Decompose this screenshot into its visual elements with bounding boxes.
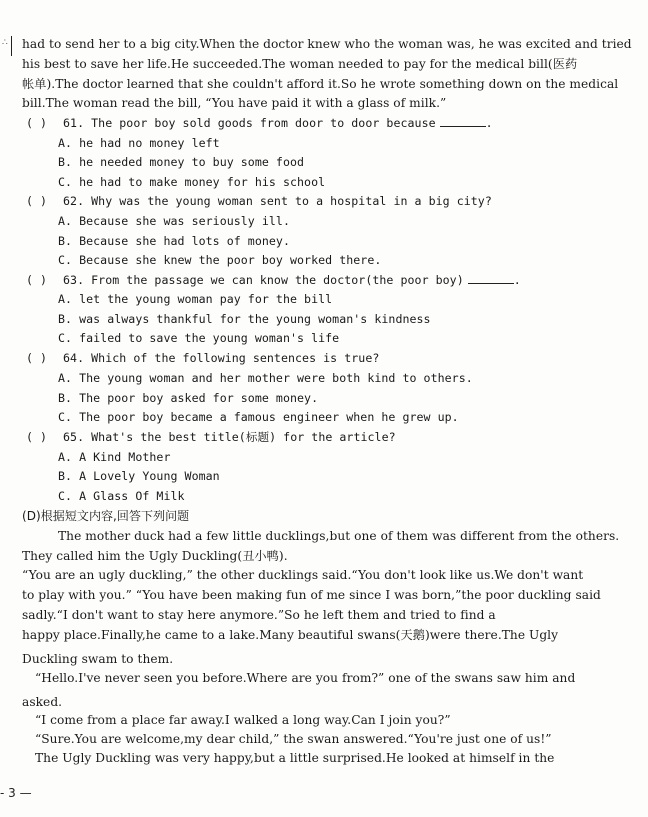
page-number: - 3 — xyxy=(0,786,32,800)
option-b: B. The poor boy asked for some money. xyxy=(58,391,319,405)
passage-c-line: bill.The woman read the bill, “You have paid it with a glass of milk.” xyxy=(22,96,447,110)
option-b: B. Because she had lots of money. xyxy=(58,234,290,248)
option-c: C. Because she knew the poor boy worked there. xyxy=(58,253,382,267)
option-a: A. The young woman and her mother were both kind to others. xyxy=(58,371,473,385)
passage-d-line: “Hello.I've never seen you before.Where are you from?” one of the swans saw him and xyxy=(35,671,576,685)
option-a: A. Because she was seriously ill. xyxy=(58,214,290,228)
binding-rule xyxy=(11,36,12,56)
question-stem: What's the best title(标题) for the article? xyxy=(91,430,396,444)
answer-paren[interactable]: ( ) xyxy=(26,351,48,365)
margin-mark: ∴ xyxy=(2,38,8,48)
passage-c-line: 帐单).The doctor learned that she couldn't afford it.So he wrote something down on the medical xyxy=(22,77,619,91)
passage-d-line: “You are an ugly duckling,” the other ducklings said.“You don't look like us.We don't want xyxy=(22,568,584,582)
option-a: A. A Kind Mother xyxy=(58,450,171,464)
question-stem: The poor boy sold goods from door to door because xyxy=(91,116,436,130)
section-d-heading: (D)根据短文内容,回答下列问题 xyxy=(22,509,190,523)
option-c: C. The poor boy became a famous engineer when he grew up. xyxy=(58,410,459,424)
question-number: 63. xyxy=(63,273,85,287)
passage-d-line: They called him the Ugly Duckling(丑小鸭). xyxy=(22,549,288,563)
passage-d-line: asked. xyxy=(22,695,63,709)
question-number: 64. xyxy=(63,351,85,365)
passage-d-line: Duckling swam to them. xyxy=(22,652,174,666)
question-stem: From the passage we can know the doctor(the poor boy) xyxy=(91,273,464,287)
question-65 xyxy=(26,429,396,445)
question-63: ( ) 63. From the passage we can know the doctor(the poor boy) . xyxy=(26,273,521,287)
answer-paren[interactable]: ( ) xyxy=(26,194,48,208)
option-a: A. he had no money left xyxy=(58,136,220,150)
option-a: A. let the young woman pay for the bill xyxy=(58,292,333,306)
question-62 xyxy=(26,193,492,209)
question-61: ( ) 61. The poor boy sold goods from door to door because . xyxy=(26,116,493,130)
passage-c-line: had to send her to a big city.When the doctor knew who the woman was, he was excited and tried xyxy=(22,37,632,51)
passage-d-line: The Ugly Duckling was very happy,but a little surprised.He looked at himself in the xyxy=(35,751,555,765)
option-b: B. was always thankful for the young woman's kindness xyxy=(58,312,431,326)
question-number: 65. xyxy=(63,430,85,444)
option-b: B. A Lovely Young Woman xyxy=(58,469,220,483)
answer-paren[interactable]: ( ) xyxy=(26,273,48,287)
question-number: 62. xyxy=(63,194,85,208)
answer-blank[interactable] xyxy=(468,273,514,284)
question-64 xyxy=(26,350,379,366)
passage-c-line: his best to save her life.He succeeded.The woman needed to pay for the medical bill(医药 xyxy=(22,57,578,71)
question-stem: Which of the following sentences is true? xyxy=(91,351,380,365)
question-stem: Why was the young woman sent to a hospital in a big city? xyxy=(91,194,492,208)
option-c: C. he had to make money for his school xyxy=(58,175,326,189)
answer-paren[interactable]: ( ) xyxy=(26,116,48,130)
option-b: B. he needed money to buy some food xyxy=(58,155,305,169)
passage-d-line: sadly.“I don't want to stay here anymore.”So he left them and tried to find a xyxy=(22,608,496,622)
passage-d-line: “Sure.You are welcome,my dear child,” the swan answered.“You're just one of us!” xyxy=(35,732,552,746)
passage-d-line: “I come from a place far away.I walked a long way.Can I join you?” xyxy=(35,713,451,727)
answer-blank[interactable] xyxy=(440,116,486,127)
passage-d-line: to play with you.” “You have been making fun of me since I was born,”the poor duckling said xyxy=(22,588,601,602)
option-c: C. A Glass Of Milk xyxy=(58,489,185,503)
answer-paren[interactable]: ( ) xyxy=(26,430,48,444)
question-number: 61. xyxy=(63,116,85,130)
passage-d-line: happy place.Finally,he came to a lake.Many beautiful swans(天鹅)were there.The Ugly xyxy=(22,628,559,642)
passage-d-line: The mother duck had a few little ducklings,but one of them was different from the others. xyxy=(58,529,620,543)
option-c: C. failed to save the young woman's life xyxy=(58,331,340,345)
